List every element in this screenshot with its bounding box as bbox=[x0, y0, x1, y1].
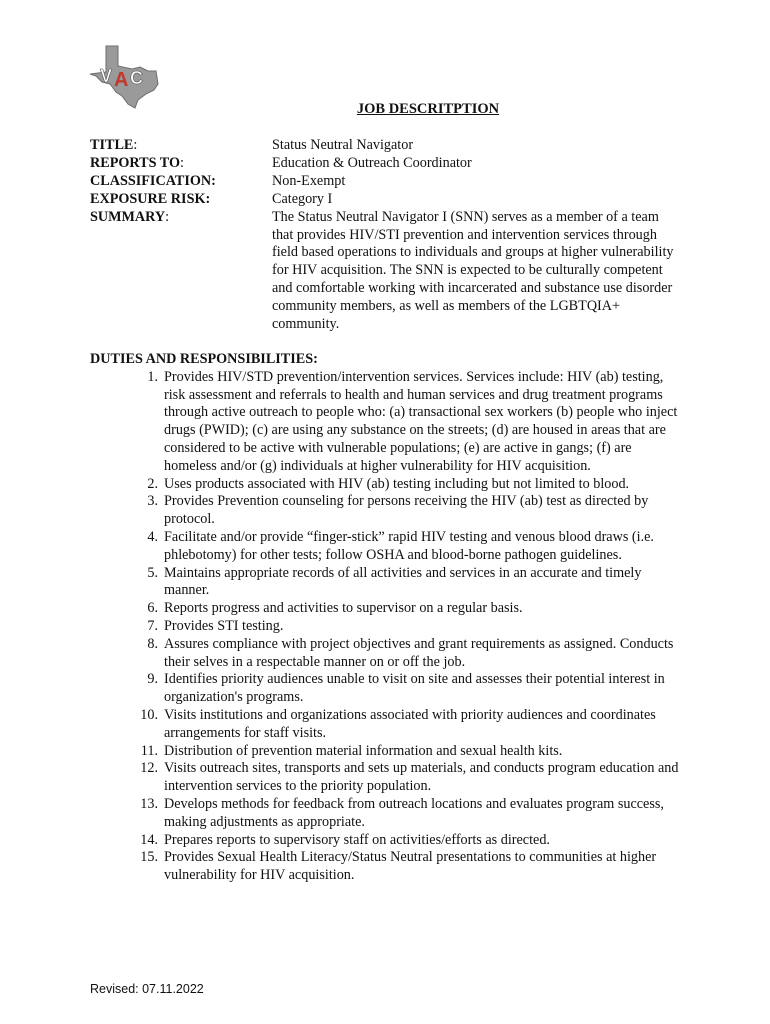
duty-number: 7. bbox=[147, 617, 158, 634]
duty-item bbox=[90, 760, 686, 796]
duty-item bbox=[90, 832, 686, 850]
duty-item bbox=[90, 707, 686, 743]
meta-label-text: TITLE bbox=[90, 137, 134, 153]
revised-date: Revised: 07.11.2022 bbox=[90, 982, 204, 996]
meta-label bbox=[90, 173, 272, 191]
duty-item bbox=[90, 796, 686, 832]
meta-label-text: REPORTS TO bbox=[90, 154, 181, 171]
duty-item bbox=[90, 600, 686, 618]
meta-value: Status Neutral Navigator bbox=[272, 137, 414, 153]
duties-list bbox=[90, 369, 686, 885]
meta-label-suffix: : bbox=[180, 154, 184, 171]
duty-item bbox=[90, 636, 686, 672]
duty-text: Distribution of prevention material information and sexual health kits. bbox=[164, 742, 563, 759]
duty-text: Identifies priority audiences unable to visit on site and assesses their potential interest in organization's programs. bbox=[164, 671, 665, 706]
meta-value: The Status Neutral Navigator I (SNN) serves as a member of a team that provides HIV/STI prevention and intervention services through field based operations to individuals and groups at higher vulnerability for HIV acquisition. The SNN is expected to be culturally competent and comfortable working with incarcerated and substance use disorder community members, as well as members of the LGBTQIA+ community. bbox=[272, 208, 674, 333]
duty-number: 6. bbox=[147, 600, 158, 617]
duty-number: 11. bbox=[140, 742, 158, 759]
meta-label-text: CLASSIFICATION: bbox=[90, 172, 216, 189]
duties-heading: DUTIES AND RESPONSIBILITIES: bbox=[90, 351, 318, 367]
meta-value: Education & Outreach Coordinator bbox=[272, 154, 472, 171]
duties-section bbox=[90, 351, 686, 885]
svg-text:V: V bbox=[100, 66, 113, 86]
svg-text:A: A bbox=[114, 69, 129, 91]
duty-text: Provides Prevention counseling for persons receiving the HIV (ab) test as directed by protocol. bbox=[164, 493, 649, 528]
duty-item bbox=[90, 493, 686, 529]
svg-text:C: C bbox=[130, 68, 143, 88]
meta-row bbox=[90, 173, 680, 191]
meta-row bbox=[90, 191, 680, 209]
duty-text: Facilitate and/or provide “finger-stick” rapid HIV testing and venous blood draws (i.e. phlebotomy) for other tests; follow OSHA and blood-borne pathogen guidelines. bbox=[164, 528, 654, 563]
duty-text: Maintains appropriate records of all activities and services in an accurate and timely manner. bbox=[164, 564, 642, 599]
duty-number: 12. bbox=[140, 760, 158, 777]
duty-text: Provides STI testing. bbox=[164, 617, 284, 634]
meta-label-text: EXPOSURE RISK: bbox=[90, 190, 211, 207]
duty-text: Prepares reports to supervisory staff on activities/efforts as directed. bbox=[164, 831, 550, 848]
duty-number: 8. bbox=[147, 635, 158, 652]
duty-number: 9. bbox=[147, 671, 158, 688]
meta-label-text: SUMMARY bbox=[90, 208, 166, 225]
meta-row bbox=[90, 137, 680, 155]
duty-item bbox=[90, 565, 686, 601]
meta-label bbox=[90, 155, 272, 173]
duty-number: 4. bbox=[147, 528, 158, 545]
duty-number: 10. bbox=[140, 706, 158, 723]
job-meta bbox=[90, 137, 680, 334]
duty-item bbox=[90, 369, 686, 476]
duty-item bbox=[90, 849, 686, 885]
meta-row bbox=[90, 155, 680, 173]
meta-label bbox=[90, 191, 272, 209]
meta-value: Category I bbox=[272, 190, 333, 207]
meta-label bbox=[90, 209, 272, 334]
duty-item bbox=[90, 671, 686, 707]
meta-label-suffix: : bbox=[165, 208, 170, 225]
duty-number: 15. bbox=[140, 849, 158, 866]
duty-text: Assures compliance with project objectives and grant requirements as assigned. Conducts their selves in a respectable manner on or off the job. bbox=[164, 635, 674, 670]
meta-label bbox=[90, 137, 272, 155]
duty-number: 5. bbox=[147, 564, 158, 581]
duty-text: Develops methods for feedback from outreach locations and evaluates program success, making adjustments as appropriate. bbox=[164, 795, 664, 830]
document-title: JOB DESCRITPTION bbox=[356, 101, 500, 117]
duty-text: Uses products associated with HIV (ab) testing including but not limited to blood. bbox=[164, 475, 630, 492]
duty-item bbox=[90, 618, 686, 636]
duty-text: Visits outreach sites, transports and sets up materials, and conducts program education and intervention services to the priority population. bbox=[164, 760, 679, 795]
duty-number: 2. bbox=[147, 475, 158, 492]
duty-number: 14. bbox=[140, 831, 158, 848]
duty-text: Visits institutions and organizations associated with priority audiences and coordinates arrangements for staff visits. bbox=[164, 706, 656, 741]
duty-text: Reports progress and activities to supervisor on a regular basis. bbox=[164, 600, 523, 617]
meta-row bbox=[90, 209, 680, 334]
duty-item bbox=[90, 529, 686, 565]
duty-text: Provides Sexual Health Literacy/Status Neutral presentations to communities at higher vulnerability for HIV acquisition. bbox=[164, 849, 657, 884]
duty-text: Provides HIV/STD prevention/intervention services. Services include: HIV (ab) testing, risk assessment and referrals to health and human services and drug treatment programs through active outreach to people who: (a) transactional sex workers (b) people who inject drugs (PWID); (c) are using any substance on the streets; (d) are housed in areas that are considered to be active with vulnerable populations; (e) are active in gangs; (f) are homeless and/or (g) individuals at higher vulnerability for HIV acquisition. bbox=[164, 368, 678, 474]
duty-item bbox=[90, 743, 686, 761]
duty-number: 13. bbox=[140, 795, 158, 812]
meta-value: Non-Exempt bbox=[272, 172, 346, 189]
meta-label-suffix: : bbox=[133, 137, 138, 153]
duty-number: 3. bbox=[147, 493, 158, 510]
duty-item bbox=[90, 476, 686, 494]
duty-number: 1. bbox=[147, 368, 158, 385]
